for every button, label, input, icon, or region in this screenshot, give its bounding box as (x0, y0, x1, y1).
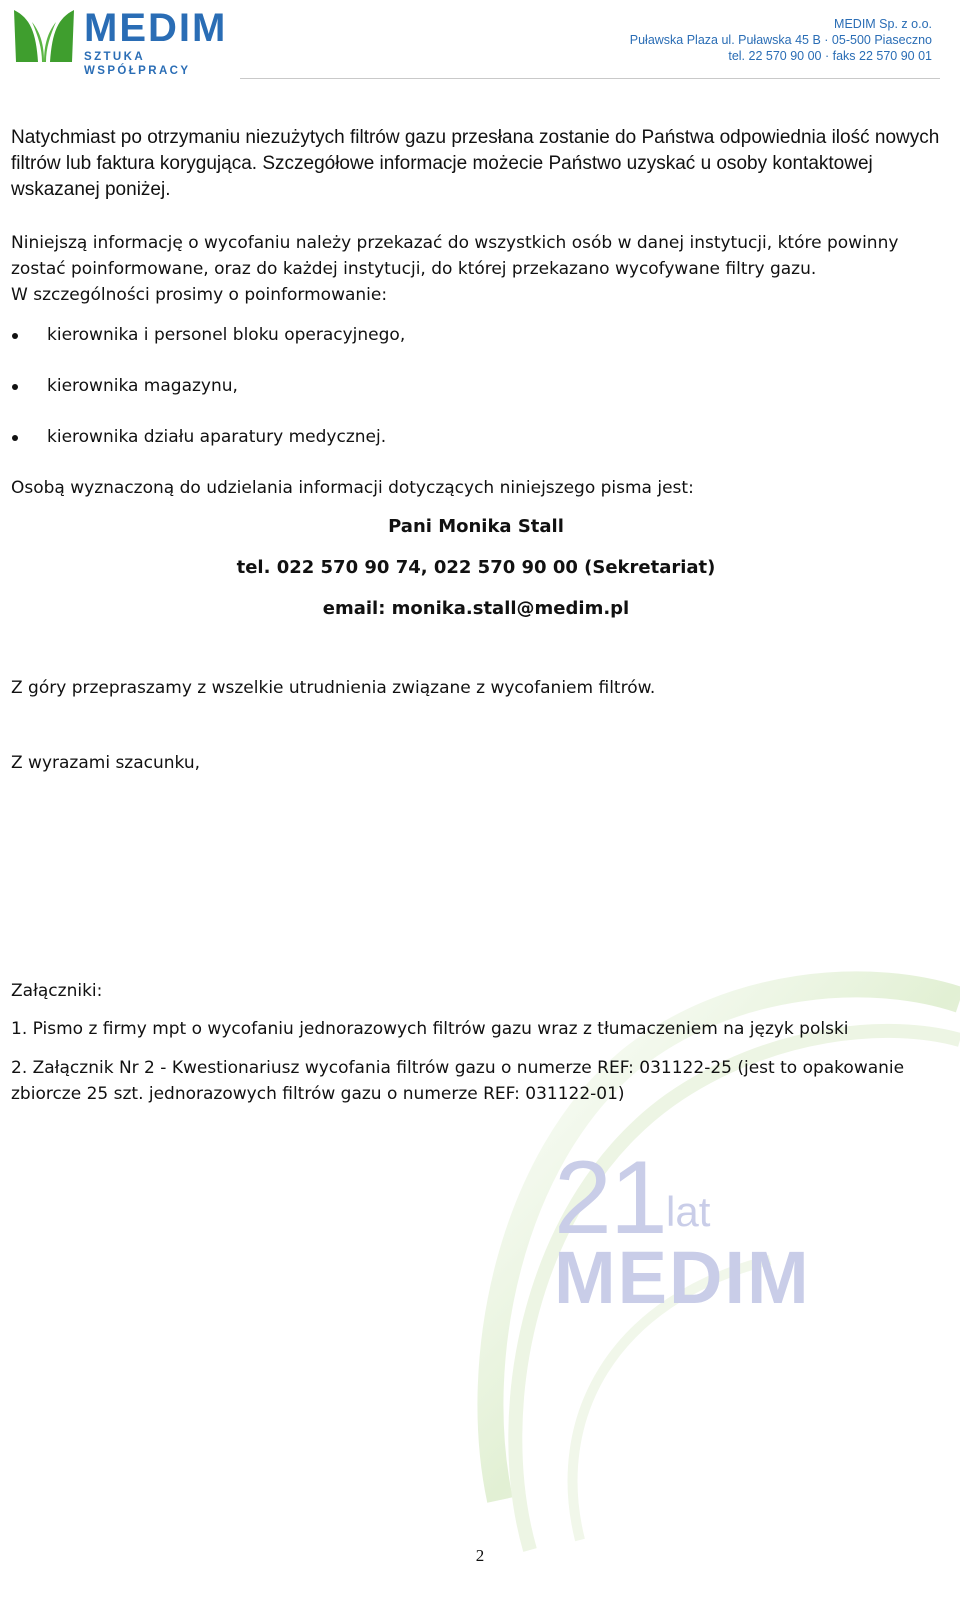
company-phone: tel. 22 570 90 00 · faks 22 570 90 01 (728, 49, 932, 63)
paragraph-replacement-info: Natychmiast po otrzymaniu niezużytych filtrów gazu przesłana zostanie do Państwa odpowiednia ilość nowych filtrów lub faktura korygująca. Szczegółowe informacje możecie Państwo uzyskać u osoby kontaktowej wskazanej poniżej. (11, 127, 940, 200)
leaf-logo-icon (12, 6, 76, 64)
contact-phone: tel. 022 570 90 74, 022 570 90 00 (Sekretariat) (236, 557, 716, 578)
logo-wordmark: MEDIM (84, 6, 228, 50)
contact-email: email: monika.stall@medim.pl (322, 598, 630, 619)
list-item: kierownika i personel bloku operacyjnego, (11, 322, 941, 373)
watermark-number: 21 (554, 1140, 666, 1256)
watermark-brand: MEDIM (554, 1236, 811, 1319)
attachments-heading: Załączniki: (11, 981, 103, 1001)
contact-intro: Osobą wyznaczoną do udzielania informacji dotyczących niniejszego pisma jest: (11, 478, 694, 498)
letter-body (11, 125, 941, 1107)
bullet-icon (12, 435, 18, 441)
logo-tagline: SZTUKA WSPÓŁPRACY (84, 51, 191, 77)
company-name: MEDIM Sp. z o.o. (834, 17, 932, 31)
header-divider (240, 78, 940, 79)
notify-list (11, 322, 941, 475)
attachment-item: 1. Pismo z firmy mpt o wycofaniu jednorazowych filtrów gazu wraz z tłumaczeniem na język polski (11, 1019, 849, 1039)
watermark-word: lat (666, 1188, 711, 1235)
closing-regards: Z wyrazami szacunku, (11, 753, 201, 773)
bullet-icon (12, 333, 18, 339)
page-number: 2 (475, 1546, 485, 1565)
paragraph-distribution: Niniejszą informację o wycofaniu należy przekazać do wszystkich osób w danej instytucji, które powinny zostać poinformowane, oraz do każdej instytucji, do której przekazano wycofywane filtry gazu. (11, 233, 899, 279)
medim-logo (12, 6, 248, 77)
attachment-item: 2. Załącznik Nr 2 - Kwestionariusz wycofania filtrów gazu o numerze REF: 031122-25 (jest to opakowanie zbiorcze 25 szt. jednorazowych filtrów gazu o numerze REF: 031122-01) (11, 1058, 905, 1104)
list-item: kierownika działu aparatury medycznej. (11, 424, 941, 475)
company-info (630, 16, 932, 64)
paragraph-notify-intro: W szczególności prosimy o poinformowanie: (11, 285, 388, 305)
apology-text: Z góry przepraszamy z wszelkie utrudnienia związane z wycofaniem filtrów. (11, 678, 656, 698)
bullet-icon (12, 384, 18, 390)
company-address: Puławska Plaza ul. Puławska 45 B · 05-500 Piaseczno (629, 33, 932, 47)
contact-name: Pani Monika Stall (388, 516, 564, 537)
list-item: kierownika magazynu, (11, 373, 941, 424)
letterhead (0, 0, 960, 80)
